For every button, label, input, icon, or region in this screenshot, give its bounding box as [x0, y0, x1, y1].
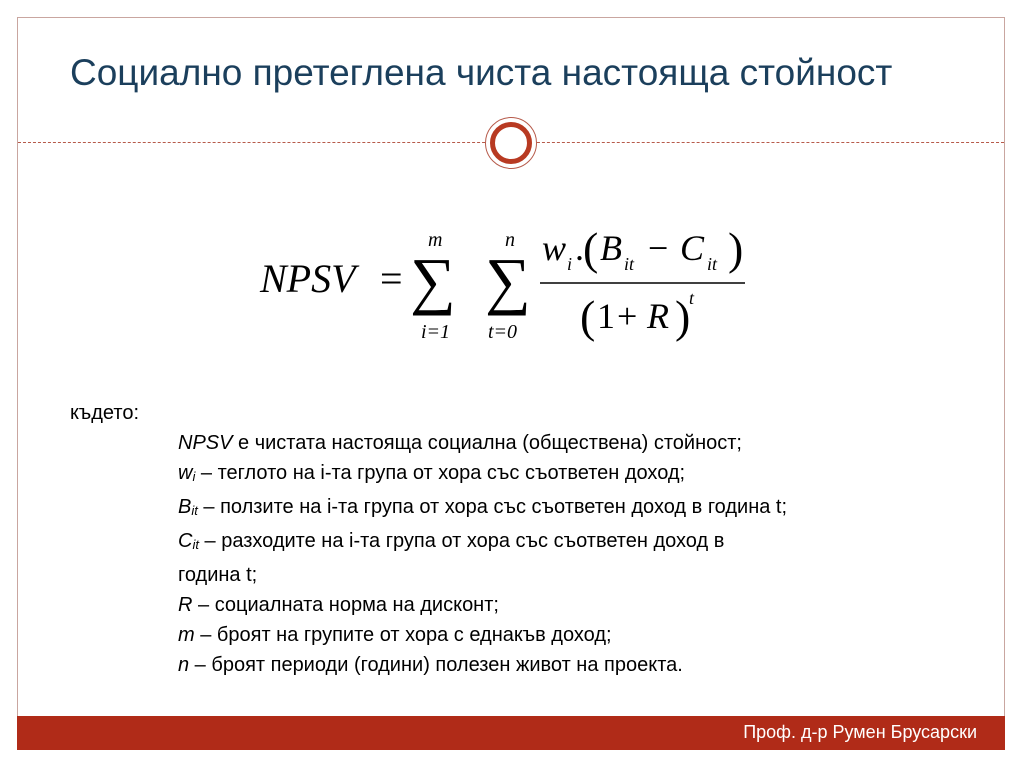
definition-subscript: it [191, 503, 198, 518]
definition-npsv [70, 428, 970, 458]
sum2-lower: t=0 [488, 321, 518, 343]
formula-denominator [580, 288, 695, 342]
definition-c-continuation: година t; [178, 564, 258, 586]
definition-text: – теглото на i-та група от хора със съответен доход; [195, 462, 686, 484]
svg-text:(: ( [580, 291, 596, 342]
definition-symbol: R [178, 594, 193, 616]
slide-title: Социално претеглена чиста настояща стойност [70, 52, 893, 93]
svg-text:−: − [648, 228, 669, 268]
definition-w [70, 458, 970, 492]
svg-text:): ) [728, 223, 744, 274]
npsv-formula [255, 222, 775, 352]
svg-text:B: B [600, 228, 622, 268]
definition-text: – броят периоди (години) полезен живот на проекта. [189, 654, 683, 676]
definition-m [70, 620, 970, 650]
definition-text: – разходите на i-та група от хора със съответен доход в [198, 530, 725, 552]
definition-text: – броят на групите от хора с еднакъв доход; [194, 624, 612, 646]
definitions-list [70, 398, 970, 680]
definition-r [70, 590, 970, 620]
svg-text:1: 1 [597, 296, 615, 336]
svg-text:it: it [624, 254, 635, 274]
definition-b [70, 492, 970, 526]
definition-symbol: B [178, 496, 192, 518]
svg-text:+: + [617, 296, 638, 336]
footer-author: Проф. д-р Румен Брусарски [743, 722, 977, 742]
definition-symbol: NPSV [178, 432, 233, 454]
sum2-upper: n [505, 229, 515, 251]
sum1-upper: m [428, 229, 443, 251]
definition-text: е чистата настояща социална (обществена) стойност; [232, 432, 742, 454]
svg-text:): ) [675, 291, 691, 342]
svg-text:t: t [689, 288, 695, 308]
ring-inner [490, 122, 532, 164]
svg-text:i: i [567, 254, 573, 274]
definition-symbol: C [178, 530, 193, 552]
svg-text:(: ( [583, 223, 599, 274]
sum1-lower: i=1 [421, 321, 451, 343]
svg-text:w: w [542, 228, 567, 268]
svg-text:.: . [575, 228, 584, 268]
definition-text: – ползите на i-та група от хора със съответен доход в година t; [197, 496, 788, 518]
formula-lhs: NPSV [260, 256, 356, 301]
definition-symbol: m [178, 624, 195, 646]
definition-c [70, 526, 970, 560]
svg-text:R: R [647, 296, 669, 336]
sum2-sigma: ∑ [485, 245, 531, 316]
footer-bar [17, 716, 1005, 750]
definitions-intro: където: [70, 402, 139, 424]
formula-equals: = [380, 256, 403, 301]
definition-subscript: i [192, 469, 196, 484]
definition-subscript: it [192, 537, 199, 552]
svg-text:it: it [707, 254, 718, 274]
definition-symbol: w [178, 462, 193, 484]
formula-graphic [255, 222, 775, 352]
definition-symbol: n [178, 654, 190, 676]
definition-text: – социалната норма на дисконт; [192, 594, 499, 616]
svg-text:C: C [680, 228, 705, 268]
definition-n [70, 650, 970, 680]
sum1-sigma: ∑ [410, 245, 456, 316]
formula-numerator [542, 223, 743, 274]
ring-ornament-icon [485, 117, 537, 169]
